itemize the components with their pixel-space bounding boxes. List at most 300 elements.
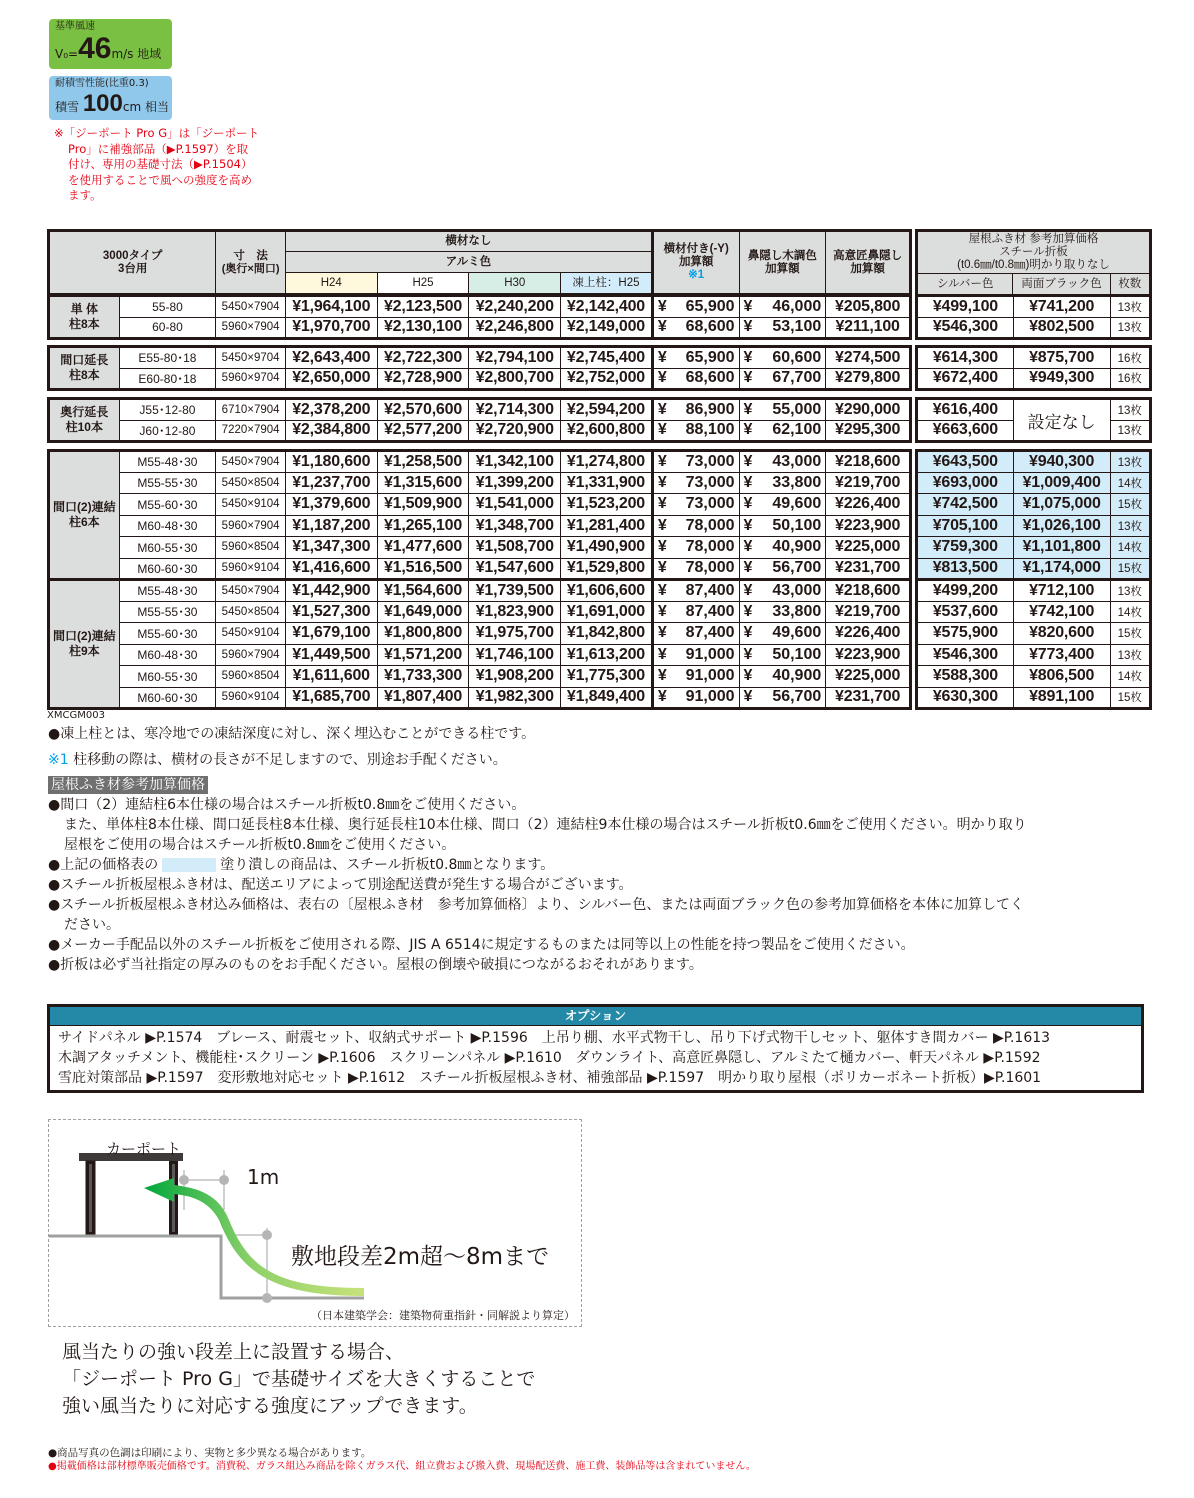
roof-black: ¥1,009,400 <box>1013 472 1110 494</box>
price-frost: ¥1,331,900 <box>561 472 653 494</box>
price-frost: ¥1,775,300 <box>561 666 653 688</box>
roof-silver: ¥643,500 <box>917 451 1014 473</box>
dimension: 5960×7904 <box>216 317 286 339</box>
model-code: M60-48･30 <box>119 644 216 666</box>
price-h30: ¥1,975,700 <box>469 623 561 645</box>
addon-crossbar: ¥ 68,600 <box>652 317 739 339</box>
roof-silver: ¥742,500 <box>917 494 1014 516</box>
price-h30: ¥1,399,200 <box>469 472 561 494</box>
model-code: M55-60･30 <box>119 623 216 645</box>
dimension: 5450×7904 <box>216 580 286 602</box>
addon-crossbar: ¥ 87,400 <box>652 601 739 623</box>
table-row <box>49 666 911 688</box>
table-row <box>49 399 911 421</box>
roof-count: 15枚 <box>1110 558 1150 580</box>
price-h24: ¥1,685,700 <box>285 687 377 709</box>
roof-black: ¥875,700 <box>1013 347 1110 369</box>
roof-silver: ¥588,300 <box>917 666 1014 688</box>
price-h25: ¥1,649,000 <box>377 601 469 623</box>
addon-crossbar: ¥ 87,400 <box>652 580 739 602</box>
wind-value: 46 <box>78 32 112 65</box>
table-row <box>917 558 1151 580</box>
model-code: J60･12-80 <box>119 420 216 442</box>
roof-silver: ¥499,200 <box>917 580 1014 602</box>
table-row <box>917 601 1151 623</box>
model-code: M55-48･30 <box>119 580 216 602</box>
addon-design: ¥226,400 <box>826 623 911 645</box>
roof-notes-title: 屋根ふき材参考加算価格 <box>48 776 208 794</box>
table-row <box>917 644 1151 666</box>
price-h25: ¥1,564,600 <box>377 580 469 602</box>
addon-design: ¥218,600 <box>826 451 911 473</box>
roof-count: 16枚 <box>1110 368 1150 390</box>
roof-count: 13枚 <box>1110 644 1150 666</box>
table-row <box>917 580 1151 602</box>
roof-black: ¥891,100 <box>1013 687 1110 709</box>
roof-price-group <box>915 449 1152 581</box>
roof-black: ¥1,101,800 <box>1013 537 1110 559</box>
options-line: 木調アタッチメント、機能柱･スクリーン ▶P.1606 スクリーンパネル ▶P.1610 ダウンライト、高意匠鼻隠し、アルミたて樋カバー、軒天パネル ▶P.1592 <box>58 1050 1041 1066</box>
table-row <box>49 558 911 580</box>
price-h25: ¥1,800,800 <box>377 623 469 645</box>
price-frost: ¥2,149,000 <box>561 317 653 339</box>
dimension: 6710×7904 <box>216 399 286 421</box>
group-label: 単 体 柱8本 <box>49 296 120 339</box>
addon-wood: ¥ 53,100 <box>739 317 826 339</box>
h30-header: H30 <box>469 273 561 295</box>
roof-count: 15枚 <box>1110 687 1150 709</box>
dimension: 5450×8504 <box>216 601 286 623</box>
dimension: 5960×7904 <box>216 644 286 666</box>
price-frost: ¥1,842,800 <box>561 623 653 645</box>
price-h25: ¥2,577,200 <box>377 420 469 442</box>
model-code: M60-55･30 <box>119 666 216 688</box>
price-h24: ¥1,347,300 <box>285 537 377 559</box>
price-h30: ¥1,908,200 <box>469 666 561 688</box>
roof-silver: ¥575,900 <box>917 623 1014 645</box>
price-h25: ¥1,516,500 <box>377 558 469 580</box>
roof-black: ¥773,400 <box>1013 644 1110 666</box>
count-header: 枚数 <box>1110 274 1150 296</box>
roof-black-none: 設定なし <box>1013 399 1110 442</box>
roof-count: 15枚 <box>1110 494 1150 516</box>
fine-print: ●商品写真の色調は印刷により、実物と多少異なる場合があります。 ●掲載価格は部材標準販売価格です。消費税、ガラス組込み商品を除くガラス代、組立費および搬入費、現場配送費、施工費、装飾品等は含まれていません。 <box>48 1447 756 1472</box>
addon-design: ¥223,900 <box>826 515 911 537</box>
addon-design: ¥219,700 <box>826 472 911 494</box>
addon-design: ¥290,000 <box>826 399 911 421</box>
roof-count: 15枚 <box>1110 623 1150 645</box>
model-code: M60-60･30 <box>119 558 216 580</box>
addon-design: ¥205,800 <box>826 296 911 318</box>
price-frost: ¥2,142,400 <box>561 296 653 318</box>
roof-silver: ¥546,300 <box>917 317 1014 339</box>
wind-diagram <box>48 1119 582 1327</box>
roof-black: ¥1,174,000 <box>1013 558 1110 580</box>
roof-count: 14枚 <box>1110 601 1150 623</box>
roof-price-group <box>915 345 1152 391</box>
price-h25: ¥1,807,400 <box>377 687 469 709</box>
step-label: 敷地段差2m超～8mまで <box>291 1244 550 1270</box>
table-row <box>917 347 1151 369</box>
addon-wood: ¥ 33,800 <box>739 601 826 623</box>
roof-count: 13枚 <box>1110 317 1150 339</box>
table-row <box>49 296 911 318</box>
price-h30: ¥1,342,100 <box>469 451 561 473</box>
price-h24: ¥1,527,300 <box>285 601 377 623</box>
table-row <box>917 623 1151 645</box>
roof-count: 14枚 <box>1110 537 1150 559</box>
frost-header: 凍上柱：H25 <box>561 273 653 295</box>
price-frost: ¥1,523,200 <box>561 494 653 516</box>
height-label: 1m <box>247 1165 280 1189</box>
group-label: 奥行延長 柱10本 <box>49 399 120 442</box>
price-h30: ¥1,739,500 <box>469 580 561 602</box>
roof-silver: ¥813,500 <box>917 558 1014 580</box>
addon-wood: ¥ 50,100 <box>739 644 826 666</box>
table-row <box>49 317 911 339</box>
price-h25: ¥1,315,600 <box>377 472 469 494</box>
highlight-swatch <box>162 858 216 872</box>
model-code: M60-60･30 <box>119 687 216 709</box>
price-h24: ¥1,679,100 <box>285 623 377 645</box>
dimension: 5450×9704 <box>216 347 286 369</box>
table-row <box>917 368 1151 390</box>
price-frost: ¥2,600,800 <box>561 420 653 442</box>
roof-count: 14枚 <box>1110 472 1150 494</box>
table-row <box>49 687 911 709</box>
table-row <box>917 472 1151 494</box>
price-h25: ¥1,477,600 <box>377 537 469 559</box>
roof-count: 13枚 <box>1110 296 1150 318</box>
table-row <box>917 537 1151 559</box>
price-group <box>47 345 912 391</box>
roof-count: 13枚 <box>1110 515 1150 537</box>
addon-design: ¥225,000 <box>826 537 911 559</box>
roof-count: 14枚 <box>1110 666 1150 688</box>
price-frost: ¥1,691,000 <box>561 601 653 623</box>
price-frost: ¥2,745,400 <box>561 347 653 369</box>
roof-silver: ¥672,400 <box>917 368 1014 390</box>
roof-black: ¥949,300 <box>1013 368 1110 390</box>
table-row <box>49 347 911 369</box>
addon-design: ¥295,300 <box>826 420 911 442</box>
group-label: 間口(2)連結 柱6本 <box>49 451 120 580</box>
roof-count: 13枚 <box>1110 580 1150 602</box>
addon-crossbar: ¥ 88,100 <box>652 420 739 442</box>
dimension: 5960×9704 <box>216 368 286 390</box>
price-h30: ¥2,240,200 <box>469 296 561 318</box>
price-h24: ¥1,416,600 <box>285 558 377 580</box>
roof-silver: ¥499,100 <box>917 296 1014 318</box>
price-h25: ¥1,733,300 <box>377 666 469 688</box>
dim-header: 寸 法 (奥行×間口) <box>216 231 286 295</box>
table-row <box>917 399 1151 421</box>
price-frost: ¥2,752,000 <box>561 368 653 390</box>
model-code: 55-80 <box>119 296 216 318</box>
price-h25: ¥2,722,300 <box>377 347 469 369</box>
dimension: 5960×8504 <box>216 666 286 688</box>
options-line: 雪庇対策部品 ▶P.1597 変形敷地対応セット ▶P.1612 スチール折板屋根ふき材、補強部品 ▶P.1597 明かり取り屋根（ポリカーボネート折板）▶P.1601 <box>58 1070 1042 1086</box>
addon-crossbar: ¥ 73,000 <box>652 451 739 473</box>
roof-silver: ¥616,400 <box>917 399 1014 421</box>
addon-crossbar: ¥ 86,900 <box>652 399 739 421</box>
price-h30: ¥2,714,300 <box>469 399 561 421</box>
options-line: サイドパネル ▶P.1574 ブレース、耐震セット、収納式サポート ▶P.1596 上吊り棚、水平式物干し、吊り下げ式物干しセット、躯体すき間カバー ▶P.1613 <box>58 1030 1051 1046</box>
addon-wood: ¥ 40,900 <box>739 537 826 559</box>
price-h24: ¥1,442,900 <box>285 580 377 602</box>
price-h24: ¥2,643,400 <box>285 347 377 369</box>
price-h24: ¥1,237,700 <box>285 472 377 494</box>
addon-crossbar: ¥ 73,000 <box>652 472 739 494</box>
table-row <box>49 494 911 516</box>
snow-load-badge: 耐積雪性能(比重0.3) 積雪 100cm 相当 <box>49 76 172 120</box>
dimension: 5960×9104 <box>216 687 286 709</box>
price-h25: ¥1,265,100 <box>377 515 469 537</box>
roof-silver: ¥663,600 <box>917 420 1014 442</box>
table-row <box>49 368 911 390</box>
addon-crossbar: ¥ 73,000 <box>652 494 739 516</box>
addon-wood: ¥ 67,700 <box>739 368 826 390</box>
addon-wood: ¥ 43,000 <box>739 580 826 602</box>
roof-black: ¥742,100 <box>1013 601 1110 623</box>
addon-design: ¥231,700 <box>826 687 911 709</box>
addon-wood: ¥ 50,100 <box>739 515 826 537</box>
dimension: 7220×7904 <box>216 420 286 442</box>
price-h24: ¥1,611,600 <box>285 666 377 688</box>
addon-design: ¥274,500 <box>826 347 911 369</box>
model-code: 60-80 <box>119 317 216 339</box>
dimension: 5960×9104 <box>216 558 286 580</box>
price-h24: ¥2,384,800 <box>285 420 377 442</box>
model-code: M55-48･30 <box>119 451 216 473</box>
no-crossbar-header: 横材なし <box>285 231 652 252</box>
dimension: 5450×9104 <box>216 494 286 516</box>
addon-wood: ¥ 49,600 <box>739 623 826 645</box>
roof-silver: ¥705,100 <box>917 515 1014 537</box>
wood-header: 鼻隠し木調色 加算額 <box>739 231 826 295</box>
roof-silver: ¥693,000 <box>917 472 1014 494</box>
table-row <box>49 580 911 602</box>
roof-black: ¥1,075,000 <box>1013 494 1110 516</box>
dimension: 5960×8504 <box>216 537 286 559</box>
addon-crossbar: ¥ 78,000 <box>652 537 739 559</box>
addon-crossbar: ¥ 65,900 <box>652 347 739 369</box>
price-h24: ¥1,970,700 <box>285 317 377 339</box>
price-group <box>47 449 912 581</box>
black-header: 両面ブラック色 <box>1013 274 1110 296</box>
roof-silver: ¥614,300 <box>917 347 1014 369</box>
addon-design: ¥225,000 <box>826 666 911 688</box>
addon-wood: ¥ 43,000 <box>739 451 826 473</box>
table-row <box>917 451 1151 473</box>
addon-design: ¥226,400 <box>826 494 911 516</box>
options-box <box>47 1004 1144 1093</box>
roof-table-header <box>915 229 1152 297</box>
model-code: J55･12-80 <box>119 399 216 421</box>
addon-design: ¥231,700 <box>826 558 911 580</box>
addon-wood: ¥ 40,900 <box>739 666 826 688</box>
addon-design: ¥218,600 <box>826 580 911 602</box>
table-row <box>49 451 911 473</box>
addon-wood: ¥ 33,800 <box>739 472 826 494</box>
addon-crossbar: ¥ 78,000 <box>652 558 739 580</box>
model-code: M55-55･30 <box>119 472 216 494</box>
table-row <box>917 317 1151 339</box>
addon-wood: ¥ 60,600 <box>739 347 826 369</box>
addon-design: ¥223,900 <box>826 644 911 666</box>
price-frost: ¥1,613,200 <box>561 644 653 666</box>
table-row <box>49 644 911 666</box>
addon-crossbar: ¥ 91,000 <box>652 644 739 666</box>
price-h30: ¥1,982,300 <box>469 687 561 709</box>
roof-silver: ¥759,300 <box>917 537 1014 559</box>
wind-speed-badge: 基準風速 V₀=46m/s 地域 <box>49 19 172 69</box>
h25-header: H25 <box>377 273 469 295</box>
table-row <box>49 623 911 645</box>
group-label: 間口延長 柱8本 <box>49 347 120 390</box>
roof-silver: ¥537,600 <box>917 601 1014 623</box>
dimension: 5450×9104 <box>216 623 286 645</box>
roof-silver: ¥630,300 <box>917 687 1014 709</box>
roof-price-group <box>915 397 1152 443</box>
notes: ●凍上柱とは、寒冷地での凍結深度に対し、深く埋込むことができる柱です。 ※1 柱移動の際は、横材の長さが不足しますので、別途お手配ください。 屋根ふき材参考加算価格 ●間口（2）連結柱6本仕様の場合はスチール折板t0.8㎜をご使用ください。 また、単体柱8本仕様、間口延長柱8本仕様、奥行延長柱10本仕様、間口（2）連結柱9本仕様の場合はスチール折板t0.6㎜をご使用ください。明かり取り 屋根をご使用の場合はスチール折板t0.8㎜をご使用ください。 ●上記の価格表の 塗り潰しの商品は、スチール折板t0.8㎜となります。 ●スチール折板屋根ふき材は、配送エリアによって別途配送費が発生する場合がございます。 ●スチール折板屋根ふき材込み価格は、表右の〔屋根ふき材 参考加算価格〕より、シルバー色、または両面ブラック色の参考加算価格を本体に加算してく ださい。 ●メーカー手配品以外のスチール折板をご使用される際、JIS A 6514に規定するものまたは同等以上の性能を持つ製品をご使用ください。 ●折板は必ず当社指定の厚みのものをお手配ください。屋根の倒壊や破損につながるおそれがあります。 <box>48 726 1027 973</box>
price-frost: ¥1,281,400 <box>561 515 653 537</box>
price-frost: ¥1,274,800 <box>561 451 653 473</box>
price-h24: ¥1,180,600 <box>285 451 377 473</box>
price-group <box>47 397 912 443</box>
roof-black: ¥1,026,100 <box>1013 515 1110 537</box>
addon-wood: ¥ 55,000 <box>739 399 826 421</box>
price-frost: ¥2,594,200 <box>561 399 653 421</box>
roof-count: 16枚 <box>1110 347 1150 369</box>
roof-price-group <box>915 294 1152 340</box>
addon-crossbar: ¥ 91,000 <box>652 687 739 709</box>
addon-design: ¥211,100 <box>826 317 911 339</box>
dimension: 5450×8504 <box>216 472 286 494</box>
dimension: 5960×7904 <box>216 515 286 537</box>
price-h30: ¥2,720,900 <box>469 420 561 442</box>
roof-silver: ¥546,300 <box>917 644 1014 666</box>
addon-wood: ¥ 56,700 <box>739 687 826 709</box>
price-h24: ¥2,650,000 <box>285 368 377 390</box>
price-group <box>47 578 912 710</box>
price-h30: ¥2,794,100 <box>469 347 561 369</box>
model-code: M60-55･30 <box>119 537 216 559</box>
wind-label: 基準風速 <box>55 21 95 32</box>
price-h30: ¥2,800,700 <box>469 368 561 390</box>
price-h30: ¥1,348,700 <box>469 515 561 537</box>
snow-value: 100 <box>82 90 123 117</box>
roof-black: ¥712,100 <box>1013 580 1110 602</box>
group-label: 間口(2)連結 柱9本 <box>49 580 120 709</box>
catalog-code: XMCGM003 <box>47 710 105 721</box>
roof-count: 13枚 <box>1110 399 1150 421</box>
silver-header: シルバー色 <box>917 274 1013 296</box>
roof-black: ¥820,600 <box>1013 623 1110 645</box>
model-code: M60-48･30 <box>119 515 216 537</box>
snow-label: 耐積雪性能(比重0.3) <box>55 78 149 89</box>
addon-crossbar: ¥ 78,000 <box>652 515 739 537</box>
price-h25: ¥2,123,500 <box>377 296 469 318</box>
price-h24: ¥1,449,500 <box>285 644 377 666</box>
table-row <box>917 296 1151 318</box>
price-h25: ¥2,130,100 <box>377 317 469 339</box>
price-h30: ¥2,246,800 <box>469 317 561 339</box>
design-header: 高意匠鼻隠し 加算額 <box>826 231 911 295</box>
alumi-header: アルミ色 <box>285 252 652 273</box>
table-row <box>49 420 911 442</box>
addon-design: ¥279,800 <box>826 368 911 390</box>
model-code: E60-80･18 <box>119 368 216 390</box>
addon-wood: ¥ 56,700 <box>739 558 826 580</box>
tagline: 風当たりの強い段差上に設置する場合、 「ジーポート Pro G」で基礎サイズを大きくすることで 強い風当たりに対応する強度にアップできます。 <box>62 1341 536 1417</box>
carport-label: カーポート <box>106 1140 182 1158</box>
price-h25: ¥1,258,500 <box>377 451 469 473</box>
price-frost: ¥1,849,400 <box>561 687 653 709</box>
addon-crossbar: ¥ 68,600 <box>652 368 739 390</box>
addon-wood: ¥ 62,100 <box>739 420 826 442</box>
roof-black: ¥806,500 <box>1013 666 1110 688</box>
price-group <box>47 294 912 340</box>
price-h24: ¥1,964,100 <box>285 296 377 318</box>
roof-count: 13枚 <box>1110 451 1150 473</box>
table-row <box>49 601 911 623</box>
addon-wood: ¥ 46,000 <box>739 296 826 318</box>
dimension: 5450×7904 <box>216 451 286 473</box>
price-h30: ¥1,541,000 <box>469 494 561 516</box>
addon-crossbar: ¥ 87,400 <box>652 623 739 645</box>
addon-wood: ¥ 49,600 <box>739 494 826 516</box>
price-h30: ¥1,508,700 <box>469 537 561 559</box>
table-row <box>49 537 911 559</box>
model-code: E55-80･18 <box>119 347 216 369</box>
table-row <box>917 687 1151 709</box>
price-h24: ¥1,187,200 <box>285 515 377 537</box>
price-frost: ¥1,606,600 <box>561 580 653 602</box>
price-h30: ¥1,547,600 <box>469 558 561 580</box>
price-table-header <box>47 229 912 296</box>
roof-price-group <box>915 578 1152 710</box>
roof-black: ¥940,300 <box>1013 451 1110 473</box>
roof-black: ¥802,500 <box>1013 317 1110 339</box>
price-h30: ¥1,823,900 <box>469 601 561 623</box>
options-title: オプション <box>50 1007 1141 1026</box>
addon-crossbar: ¥ 91,000 <box>652 666 739 688</box>
roof-count: 13枚 <box>1110 420 1150 442</box>
roof-black: ¥741,200 <box>1013 296 1110 318</box>
table-row <box>49 515 911 537</box>
addon-crossbar: ¥ 65,900 <box>652 296 739 318</box>
table-row <box>917 515 1151 537</box>
price-h25: ¥2,570,600 <box>377 399 469 421</box>
price-frost: ¥1,529,800 <box>561 558 653 580</box>
price-h25: ¥1,509,900 <box>377 494 469 516</box>
source-label: （日本建築学会：建築物荷重指針・同解説より算定） <box>311 1309 575 1322</box>
model-code: M55-55･30 <box>119 601 216 623</box>
price-h30: ¥1,746,100 <box>469 644 561 666</box>
addon-design: ¥219,700 <box>826 601 911 623</box>
price-h25: ¥2,728,900 <box>377 368 469 390</box>
table-row <box>49 472 911 494</box>
price-h25: ¥1,571,200 <box>377 644 469 666</box>
crossbar-header: 横材付き(-Y) 加算額 ※1 <box>652 231 739 295</box>
roof-header: 屋根ふき材 参考加算価格 スチール折板 (t0.6㎜/t0.8㎜)明かり取りなし <box>917 231 1151 274</box>
type-header: 3000タイプ 3台用 <box>49 231 216 295</box>
table-row <box>917 666 1151 688</box>
dimension: 5450×7904 <box>216 296 286 318</box>
model-code: M55-60･30 <box>119 494 216 516</box>
price-h24: ¥1,379,600 <box>285 494 377 516</box>
